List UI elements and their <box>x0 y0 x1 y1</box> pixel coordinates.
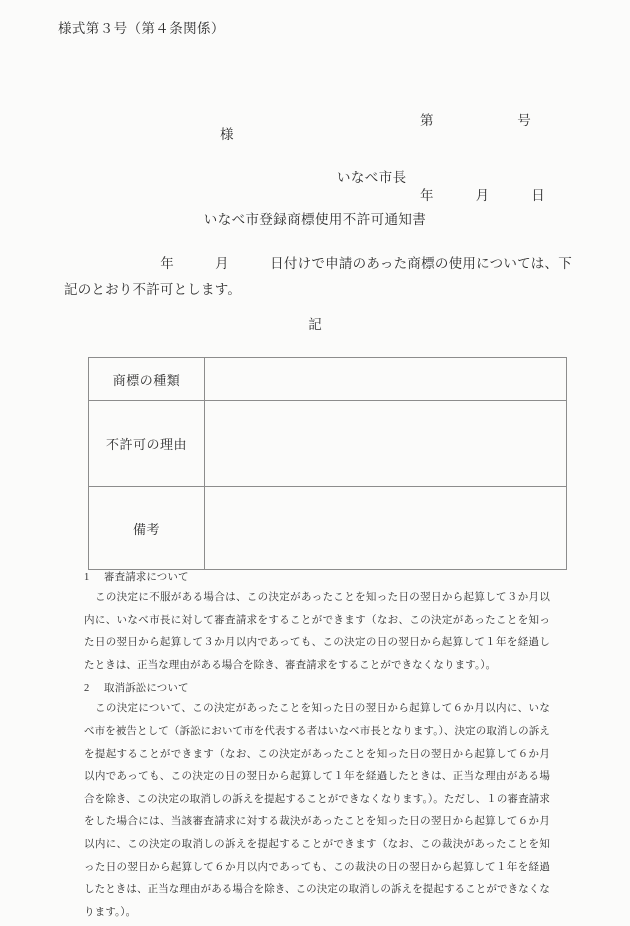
issuer-name: いなべ市長 <box>337 170 407 185</box>
body-paragraph: 年 月 日付けで申請のあった商標の使用については、下記のとおり不許可とします。 <box>64 256 572 297</box>
notes-section <box>84 568 550 926</box>
addressee-line: 様 <box>220 127 234 142</box>
row-value-remarks[interactable] <box>205 487 567 570</box>
row-label-trademark-type: 商標の種類 <box>89 358 205 401</box>
note-heading <box>84 679 550 698</box>
document-number-block <box>420 58 545 258</box>
table-row <box>89 358 567 401</box>
document-title: いなべ市登録商標使用不許可通知書 <box>203 212 427 227</box>
document-number-line: 第 号 <box>420 113 532 128</box>
kiji-marker: 記 <box>308 317 322 332</box>
row-value-denial-reason[interactable] <box>205 401 567 487</box>
table-row <box>89 401 567 487</box>
form-number: 様式第３号（第４条関係） <box>58 21 225 36</box>
note-number: 2 <box>84 683 90 695</box>
trademark-detail-table <box>88 357 567 570</box>
note-item <box>84 568 550 677</box>
note-number: 1 <box>84 572 90 583</box>
note-heading-text: 取消訴訟について <box>104 683 189 695</box>
table-row <box>89 487 567 570</box>
row-label-remarks: 備考 <box>89 487 205 570</box>
note-item <box>84 679 550 924</box>
note-heading <box>84 568 550 587</box>
note-paragraph: この決定に不服がある場合は、この決定があったことを知った日の翌日から起算して３か月以内に、いなべ市長に対して審査請求をすることができます（なお、この決定があったことを知った日の翌日から起算して３か月以内であっても、この決定の日の翌日から起算して１年を経過したときは、正当な理由がある場合を除き、審査請求をすることができなくなります。）。 <box>84 592 550 671</box>
row-label-denial-reason: 不許可の理由 <box>89 401 205 487</box>
note-heading-text: 審査請求について <box>104 572 189 583</box>
note-paragraph: この決定について、この決定があったことを知った日の翌日から起算して６か月以内に、いなべ市を被告として（訴訟において市を代表する者はいなべ市長となります。）、決定の取消しの訴えを提起することができます（なお、この決定があったことを知った日の翌日から起算して６か月以内であっても、この決定の日の翌日から起算して１年を経過したときは、正当な理由がある場合を除き、この決定の取消しの訴えを提起することができなくなります。）。ただし、１の審査請求をした場合には、当該審査請求に対する裁決があったことを知った日の翌日から起算して６か月以内に、この決定の取消しの訴えを提起することができます（なお、この裁決があったことを知った日の翌日から起算して６か月以内であっても、この裁決の日の翌日から起算して１年を経過したときは、正当な理由がある場合を除き、この決定の取消しの訴えを提起することができなくなります。）。 <box>84 703 550 918</box>
row-value-trademark-type[interactable] <box>205 358 567 401</box>
document-date-line: 年 月 日 <box>420 188 546 203</box>
